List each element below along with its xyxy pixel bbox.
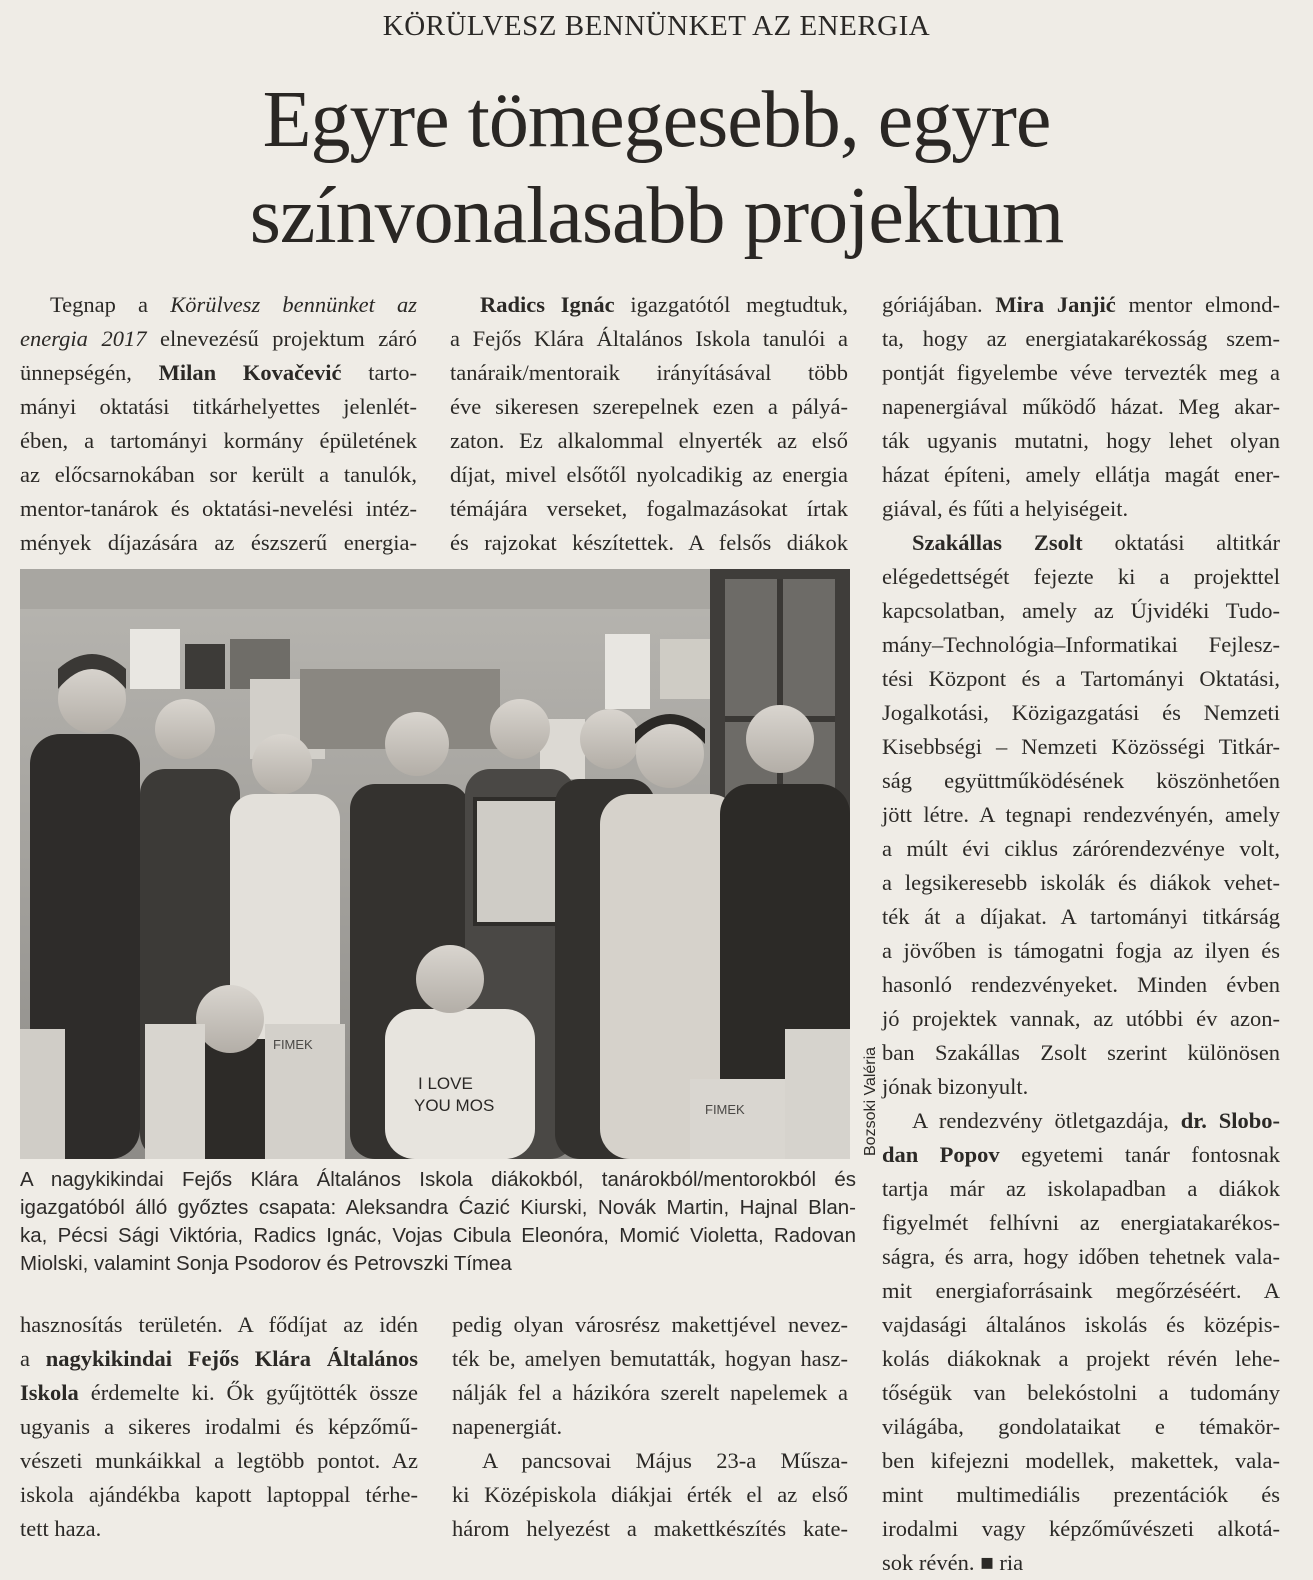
body-line: iskola ajándékba kapott laptoppal térhe- [20, 1482, 418, 1507]
body-line: Jogalkotási, Közigazgatási és Nemzeti [882, 700, 1280, 725]
body-line: giával, és fűti a helyiségeit. [882, 496, 1129, 521]
caption-line: A nagykikindai Fejős Klára Általános Iskola diákokból, tanárokból/mentorokból és [20, 1168, 856, 1191]
author-signature: ria [999, 1550, 1024, 1575]
body-line: tartja már az iskolapadban a diákok [882, 1176, 1280, 1201]
article-kicker: KÖRÜLVESZ BENNÜNKET AZ ENERGIA [382, 10, 931, 42]
body-line: világába, gondolataikat e témakör- [882, 1414, 1280, 1439]
body-line: elégedettségét fejezte ki a projekttel [882, 564, 1280, 589]
body-line: irodalmi vagy képzőművészeti alkotá- [882, 1516, 1280, 1541]
body-line: ünnepségén, Milan Kovačević tarto- [20, 360, 417, 385]
body-line: díjat, mivel elsőtől nyolcadikig az energia [450, 462, 848, 487]
headline-line-1: Egyre tömegesebb, egyre [262, 76, 1051, 164]
caption-line: Miolski, valamint Sonja Psodorov és Petrovszki Tímea [20, 1252, 512, 1275]
shirt-print-line-1: I LOVE [418, 1074, 473, 1093]
body-line: Tegnap a Körülvesz bennünket az [50, 292, 418, 317]
body-line: ében, a tartományi kormány épületének [20, 428, 417, 453]
body-line: a legsikeresebb iskolák és diákok vehet- [882, 870, 1280, 895]
body-line: jó projektek vannak, az utóbbi év azon- [882, 1006, 1280, 1031]
body-line: ságra, és arra, hogy időben tehetnek vala- [882, 1244, 1280, 1269]
photo-credit: Bozsoki Valéria [862, 1046, 879, 1156]
body-line: ben kifejezni modellek, makettek, vala- [882, 1448, 1280, 1473]
body-line: napenergiával működő házat. Meg akar- [882, 394, 1280, 419]
body-line: mány–Technológia–Informatikai Fejlesz- [882, 632, 1280, 657]
body-line: Iskola érdemelte ki. Ők gyűjtötték össze [20, 1380, 418, 1405]
column-1-bottom [20, 1308, 418, 1546]
body-line: három helyezést a makettkészítés kate- [452, 1516, 848, 1541]
body-line: ték át a díjakat. A tartományi titkárság [882, 904, 1280, 929]
body-line: kolás diákoknak a projekt révén lehe- [882, 1346, 1280, 1371]
body-line: napenergiát. [452, 1414, 563, 1439]
body-line: tőségük van belekóstolni a tudomány [882, 1380, 1280, 1405]
body-line: tett haza. [20, 1516, 102, 1541]
column-2-top [450, 288, 848, 560]
body-line: mit energiaforrásaink megőrzéséért. A [882, 1278, 1280, 1303]
body-line: pontját figyelembe véve tervezték meg a [882, 360, 1280, 385]
body-line: A rendezvény ötletgazdája, dr. Slobo- [912, 1108, 1281, 1133]
body-line: ték be, amelyen bemutatták, hogyan hasz- [452, 1346, 848, 1371]
caption-line: ka, Pécsi Sági Viktória, Radics Ignác, Vojas Cibula Eleonóra, Momić Violetta, Radovan [20, 1224, 856, 1247]
body-line: Kisebbségi – Nemzeti Közösségi Titkár- [882, 734, 1280, 759]
body-line: góriájában. Mira Janjić mentor elmond- [882, 292, 1281, 317]
body-line: hasznosítás területén. A fődíjat az idén [20, 1312, 418, 1337]
body-line: pedig olyan városrész makettjével nevez- [452, 1312, 848, 1337]
body-line: ugyanis a sikeres irodalmi és képzőmű- [20, 1414, 418, 1439]
body-line: mentor-tanárok és oktatási-nevelési intéz- [20, 496, 417, 521]
body-line: a jövőben is támogatni fogja az ilyen és [882, 938, 1280, 963]
group-photo [20, 569, 850, 1159]
body-line: zaton. Ez alkalommal elnyerték az első [450, 428, 848, 453]
body-line: hasonló rendezvényeket. Minden évben [882, 972, 1280, 997]
end-square-icon: ■ [980, 1550, 994, 1575]
body-line: témájára verseket, fogalmazásokat írtak [450, 496, 848, 521]
body-line: energia 2017 elnevezésű projektum záró [20, 326, 418, 351]
shirt-print-line-2: YOU MOS [414, 1096, 495, 1115]
body-line: mint multimediális prezentációk és [882, 1482, 1280, 1507]
body-line: nálják fel a házikóra szerelt napelemek a [452, 1380, 848, 1405]
bag-logo: FIMEK [705, 1102, 745, 1117]
body-line: ki Középiskola diákjai érték el az első [452, 1482, 848, 1507]
bag-logo: FIMEK [273, 1037, 313, 1052]
body-line: mények díjazására az észszerű energia- [20, 530, 417, 555]
column-2-bottom [452, 1308, 848, 1546]
body-line: sok révén. ■ ria [882, 1550, 1024, 1575]
body-line: házat építeni, amely ellátja magát ener- [882, 462, 1280, 487]
body-line: ság együttműködésének köszönhetően [882, 768, 1280, 793]
body-line: kapcsolatban, amely az Újvidéki Tudo- [882, 598, 1280, 623]
body-line: ban Szakállas Zsolt szerint különösen [882, 1040, 1280, 1065]
column-3 [882, 288, 1280, 1580]
body-line: és rajzokat készítettek. A felsős diákok [450, 530, 848, 555]
body-line: ták ugyanis mutatni, hogy lehet olyan [882, 428, 1280, 453]
headline-line-2: színvonalasabb projektum [249, 172, 1064, 260]
column-1-top [20, 288, 417, 560]
body-line: A pancsovai Május 23-a Műsza- [482, 1448, 848, 1473]
body-line: jónak bizonyult. [882, 1074, 1029, 1099]
photo-caption [20, 1166, 856, 1278]
body-line: Radics Ignác igazgatótól megtudtuk, [480, 292, 848, 317]
body-line: mányi oktatási titkárhelyettes jelenlét- [20, 394, 417, 419]
body-line: jött létre. A tegnapi rendezvényén, amely [882, 802, 1280, 827]
body-line: az előcsarnokában sor került a tanulók, [20, 462, 417, 487]
article-headline [0, 72, 1313, 264]
group-photo-illustration [20, 569, 850, 1159]
body-line: vajdasági általános iskolás és középis- [882, 1312, 1280, 1337]
body-line: tési Központ és a Tartományi Oktatási, [882, 666, 1280, 691]
body-line: a múlt évi ciklus zárórendezvénye volt, [882, 836, 1280, 861]
body-line: éve sikeresen szerepelnek ezen a pályá- [450, 394, 848, 419]
body-line: a Fejős Klára Általános Iskola tanulói a [450, 326, 848, 351]
body-line: tanáraik/mentoraik irányításával több [450, 360, 848, 385]
caption-line: igazgatóból álló győztes csapata: Aleksandra Ćazić Kiurski, Novák Martin, Hajnal Blan- [20, 1196, 856, 1219]
body-line: a nagykikindai Fejős Klára Általános [20, 1346, 418, 1371]
body-line: ta, hogy az energiatakarékosság szem- [882, 326, 1280, 351]
body-line: figyelmét felhívni az energiatakarékos- [882, 1210, 1280, 1235]
body-line: dan Popov egyetemi tanár fontosnak [882, 1142, 1280, 1167]
body-line: Szakállas Zsolt oktatási altitkár [912, 530, 1281, 555]
body-line: vészeti munkáikkal a legtöbb pontot. Az [20, 1448, 418, 1473]
